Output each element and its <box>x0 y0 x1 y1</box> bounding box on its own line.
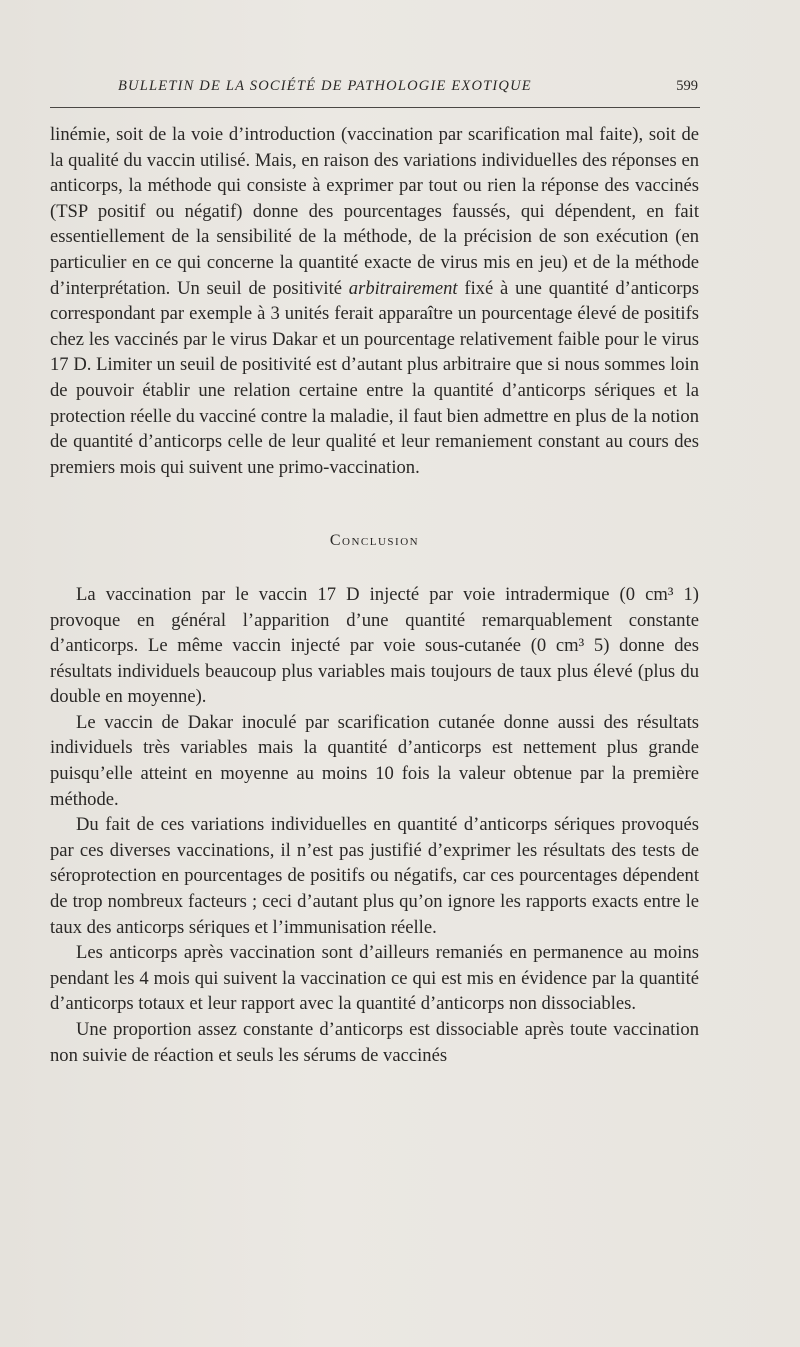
conclusion-paragraph: Les anticorps après vaccination sont d’ailleurs remaniés en permanence au moins pendant les 4 mois qui suivent la vaccination ce qui est mis en évidence par la quantité d’anticorps totaux et leur rapport avec la quantité d’anticorps non dissociables. <box>50 942 699 1015</box>
conclusion-paragraph: La vaccination par le vaccin 17 D injecté par voie intradermique (0 cm³ 1) provoque en général l’apparition d’une quantité remarquablement constante d’anticorps. Le même vaccin injecté par voie sous-cutanée (0 cm³ 5) donne des résultats individuels beaucoup plus variables mais toujours de taux plus élevé (plus du double en moyenne). <box>50 583 699 708</box>
header-rule <box>50 107 700 108</box>
paragraph-continued <box>50 122 699 480</box>
paragraph-text-after: fixé à une quantité d’anticorps correspondant par exemple à 3 unités ferait apparaître un pourcentage élevé de positifs chez les vaccinés par le virus Dakar et un pourcentage relativement faible pour le virus 17 D. Limiter un seuil de positivité est d’autant plus arbitraire que si nous sommes loin de pouvoir établir une relation certaine entre la quantité d’anticorps sériques et la protection réelle du vacciné contre la maladie, il faut bien admettre en plus de la notion de quantité d’anticorps celle de leur qualité et leur remaniement constant au cours des premiers mois qui suivent une primo-vaccination. <box>50 277 700 478</box>
running-head <box>118 76 698 102</box>
conclusion-paragraph: Du fait de ces variations individuelles en quantité d’anticorps sériques provoqués par ces diverses vaccinations, il n’est pas justifié d’exprimer les résultats des tests de séroprotection en pourcentages de positifs ou négatifs, car ces pourcentages dépendent de trop nombreux facteurs ; ceci d’autant plus qu’on ignore les rapports exacts entre le taux des anticorps sériques et l’immunisation réelle. <box>50 814 699 938</box>
page-number: 599 <box>676 78 698 94</box>
journal-title: BULLETIN DE LA SOCIÉTÉ DE PATHOLOGIE EXOTIQUE <box>118 78 532 94</box>
paragraph-text-before: linémie, soit de la voie d’introduction (vaccination par scarification mal faite), soit de la qualité du vaccin utilisé. Mais, en raison des variations individuelles des réponses en anticorps, la méthode qui consiste à exprimer par tout ou rien la réponse des vaccinés (TSP positif ou négatif) donne des pourcentages faussés, qui dépendent, en fait essentiellement de la sensibilité de la méthode, de la précision de son exécution (en particulier en ce qui concerne la quantité exacte de virus mis en jeu) et de la méthode d’interprétation. Un seuil de positivité <box>50 124 699 299</box>
section-heading-conclusion: Conclusion <box>329 532 420 550</box>
emphasized-word: arbitrairement <box>348 277 458 299</box>
conclusion-paragraph: Le vaccin de Dakar inoculé par scarification cutanée donne aussi des résultats individuels très variables mais la quantité d’anticorps est nettement plus grande puisqu’elle atteint en moyenne au moins 10 fois la valeur obtenue par la première méthode. <box>50 711 699 810</box>
body-text <box>50 122 699 1068</box>
conclusion-paragraph: Une proportion assez constante d’anticorps est dissociable après toute vaccination non suivie de réaction et seuls les sérums de vaccinés <box>50 1019 699 1066</box>
